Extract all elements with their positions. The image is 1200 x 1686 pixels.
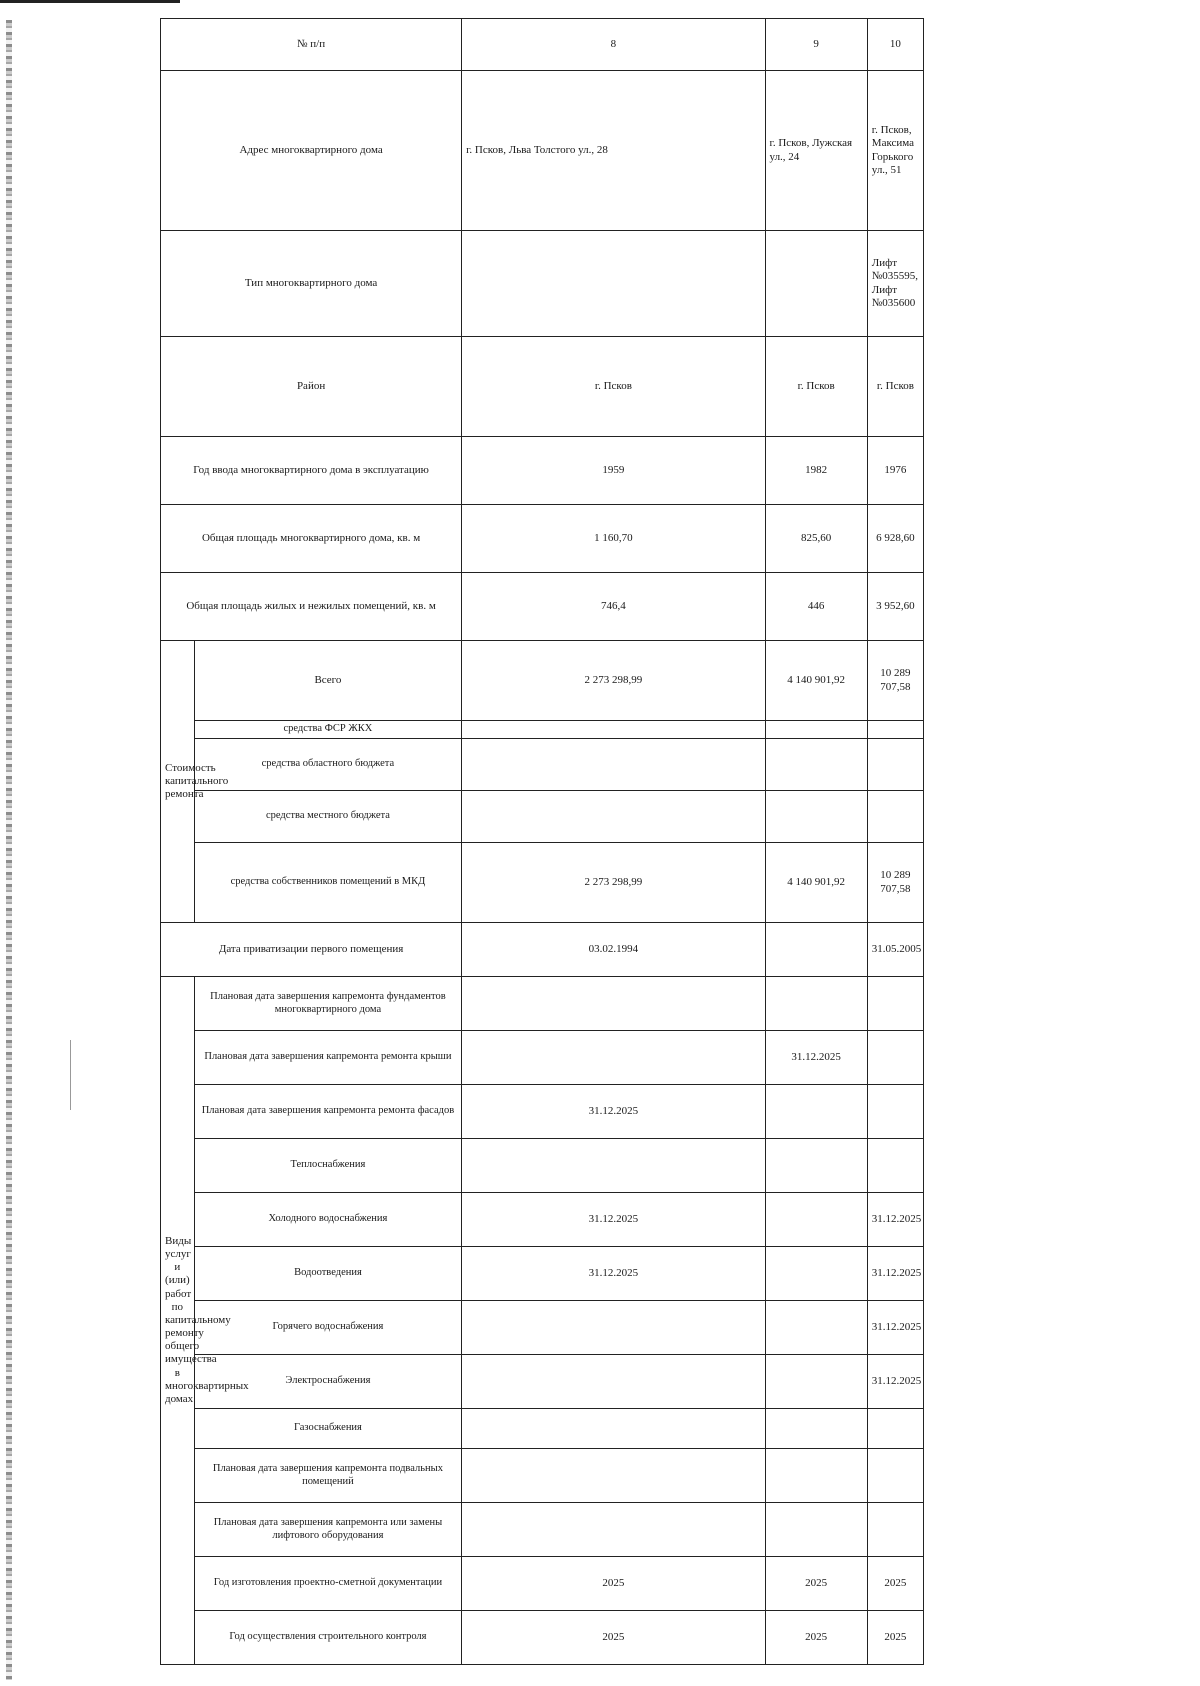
- design-year-row2: 2025: [765, 1557, 867, 1611]
- address-row2: г. Псков, Лужская ул., 24: [765, 71, 867, 231]
- num-header: № п/п: [161, 19, 462, 71]
- hot-water-row1: [462, 1301, 765, 1355]
- roof-header: Плановая дата завершения капремонта ремонта крыши: [194, 1031, 461, 1085]
- heat-row2: [765, 1139, 867, 1193]
- year-header: Год ввода многоквартирного дома в эксплуатацию: [161, 437, 462, 505]
- facade-row3: [867, 1085, 923, 1139]
- facade-row1: 31.12.2025: [462, 1085, 765, 1139]
- privatization-row3: 31.05.2005: [867, 923, 923, 977]
- rotated-document-page: [160, 18, 924, 1686]
- year-row3: 1976: [867, 437, 923, 505]
- elevator-header: Плановая дата завершения капремонта или замены лифтового оборудования: [194, 1503, 461, 1557]
- basement-row3: [867, 1449, 923, 1503]
- year-row1: 1959: [462, 437, 765, 505]
- basement-row1: [462, 1449, 765, 1503]
- hot-water-row2: [765, 1301, 867, 1355]
- cost-regional-row1: [462, 739, 765, 791]
- cost-owners-row2: 4 140 901,92: [765, 843, 867, 923]
- control-year-row3: 2025: [867, 1611, 923, 1665]
- hot-water-row3: 31.12.2025: [867, 1301, 923, 1355]
- type-row3: Лифт №035595, Лифт №035600: [867, 231, 923, 337]
- area_total-row3: 6 928,60: [867, 505, 923, 573]
- num-row2: 9: [765, 19, 867, 71]
- elevator-row3: [867, 1503, 923, 1557]
- control-year-row2: 2025: [765, 1611, 867, 1665]
- cold-water-row3: 31.12.2025: [867, 1193, 923, 1247]
- cost-fsr-row3: [867, 721, 923, 739]
- num-row1: 8: [462, 19, 765, 71]
- heat-row1: [462, 1139, 765, 1193]
- type-row2: [765, 231, 867, 337]
- electric-row2: [765, 1355, 867, 1409]
- cost-owners-row3: 10 289 707,58: [867, 843, 923, 923]
- area_total-row2: 825,60: [765, 505, 867, 573]
- electric-header: Электроснабжения: [194, 1355, 461, 1409]
- privatization-header: Дата приватизации первого помещения: [161, 923, 462, 977]
- cost-total-row3: 10 289 707,58: [867, 641, 923, 721]
- type-row1: [462, 231, 765, 337]
- area_living-row2: 446: [765, 573, 867, 641]
- sewer-row1: 31.12.2025: [462, 1247, 765, 1301]
- scan-binding-edge: [6, 20, 12, 1680]
- control-year-header: Год осуществления строительного контроля: [194, 1611, 461, 1665]
- privatization-row1: 03.02.1994: [462, 923, 765, 977]
- basement-row2: [765, 1449, 867, 1503]
- gas-row2: [765, 1409, 867, 1449]
- roof-row1: [462, 1031, 765, 1085]
- roof-row3: [867, 1031, 923, 1085]
- capital-repair-table: [160, 18, 924, 1665]
- cost-regional-row2: [765, 739, 867, 791]
- heat-header: Теплоснабжения: [194, 1139, 461, 1193]
- area_living-header: Общая площадь жилых и нежилых помещений, кв. м: [161, 573, 462, 641]
- cold-water-row2: [765, 1193, 867, 1247]
- cost-local-row3: [867, 791, 923, 843]
- num-row3: 10: [867, 19, 923, 71]
- design-year-header: Год изготовления проектно-сметной документации: [194, 1557, 461, 1611]
- cost-local-row1: [462, 791, 765, 843]
- type-header: Тип многоквартирного дома: [161, 231, 462, 337]
- cold-water-header: Холодного водоснабжения: [194, 1193, 461, 1247]
- hot-water-header: Горячего водоснабжения: [194, 1301, 461, 1355]
- scan-top-edge: [0, 0, 180, 3]
- cost-total-header: Всего: [194, 641, 461, 721]
- gas-row1: [462, 1409, 765, 1449]
- cost-local-header: средства местного бюджета: [194, 791, 461, 843]
- sewer-header: Водоотведения: [194, 1247, 461, 1301]
- year-row2: 1982: [765, 437, 867, 505]
- gas-row3: [867, 1409, 923, 1449]
- area_living-row1: 746,4: [462, 573, 765, 641]
- roof-row2: 31.12.2025: [765, 1031, 867, 1085]
- address-row1: г. Псков, Льва Толстого ул., 28: [462, 71, 765, 231]
- cost-local-row2: [765, 791, 867, 843]
- foundation-row3: [867, 977, 923, 1031]
- address-header: Адрес многоквартирного дома: [161, 71, 462, 231]
- heat-row3: [867, 1139, 923, 1193]
- area_total-row1: 1 160,70: [462, 505, 765, 573]
- cost-group-header: Стоимость капитального ремонта: [161, 641, 195, 923]
- cost-owners-header: средства собственников помещений в МКД: [194, 843, 461, 923]
- basement-header: Плановая дата завершения капремонта подвальных помещений: [194, 1449, 461, 1503]
- district-row1: г. Псков: [462, 337, 765, 437]
- scan-speck: [70, 1040, 71, 1110]
- district-row2: г. Псков: [765, 337, 867, 437]
- privatization-row2: [765, 923, 867, 977]
- cost-regional-row3: [867, 739, 923, 791]
- address-row3: г. Псков, Максима Горького ул., 51: [867, 71, 923, 231]
- design-year-row3: 2025: [867, 1557, 923, 1611]
- cost-fsr-row2: [765, 721, 867, 739]
- elevator-row2: [765, 1503, 867, 1557]
- foundation-row2: [765, 977, 867, 1031]
- area_living-row3: 3 952,60: [867, 573, 923, 641]
- design-year-row1: 2025: [462, 1557, 765, 1611]
- cost-owners-row1: 2 273 298,99: [462, 843, 765, 923]
- cost-fsr-header: средства ФСР ЖКХ: [194, 721, 461, 739]
- foundation-header: Плановая дата завершения капремонта фундаментов многоквартирного дома: [194, 977, 461, 1031]
- gas-header: Газоснабжения: [194, 1409, 461, 1449]
- cost-fsr-row1: [462, 721, 765, 739]
- cold-water-row1: 31.12.2025: [462, 1193, 765, 1247]
- works-group-header: Виды услуг и (или) работ по капитальному ремонту общего имущества в многоквартирных домах: [161, 977, 195, 1665]
- area_total-header: Общая площадь многоквартирного дома, кв. м: [161, 505, 462, 573]
- facade-row2: [765, 1085, 867, 1139]
- electric-row1: [462, 1355, 765, 1409]
- sewer-row3: 31.12.2025: [867, 1247, 923, 1301]
- district-row3: г. Псков: [867, 337, 923, 437]
- foundation-row1: [462, 977, 765, 1031]
- elevator-row1: [462, 1503, 765, 1557]
- facade-header: Плановая дата завершения капремонта ремонта фасадов: [194, 1085, 461, 1139]
- district-header: Район: [161, 337, 462, 437]
- control-year-row1: 2025: [462, 1611, 765, 1665]
- cost-regional-header: средства областного бюджета: [194, 739, 461, 791]
- sewer-row2: [765, 1247, 867, 1301]
- cost-total-row2: 4 140 901,92: [765, 641, 867, 721]
- cost-total-row1: 2 273 298,99: [462, 641, 765, 721]
- electric-row3: 31.12.2025: [867, 1355, 923, 1409]
